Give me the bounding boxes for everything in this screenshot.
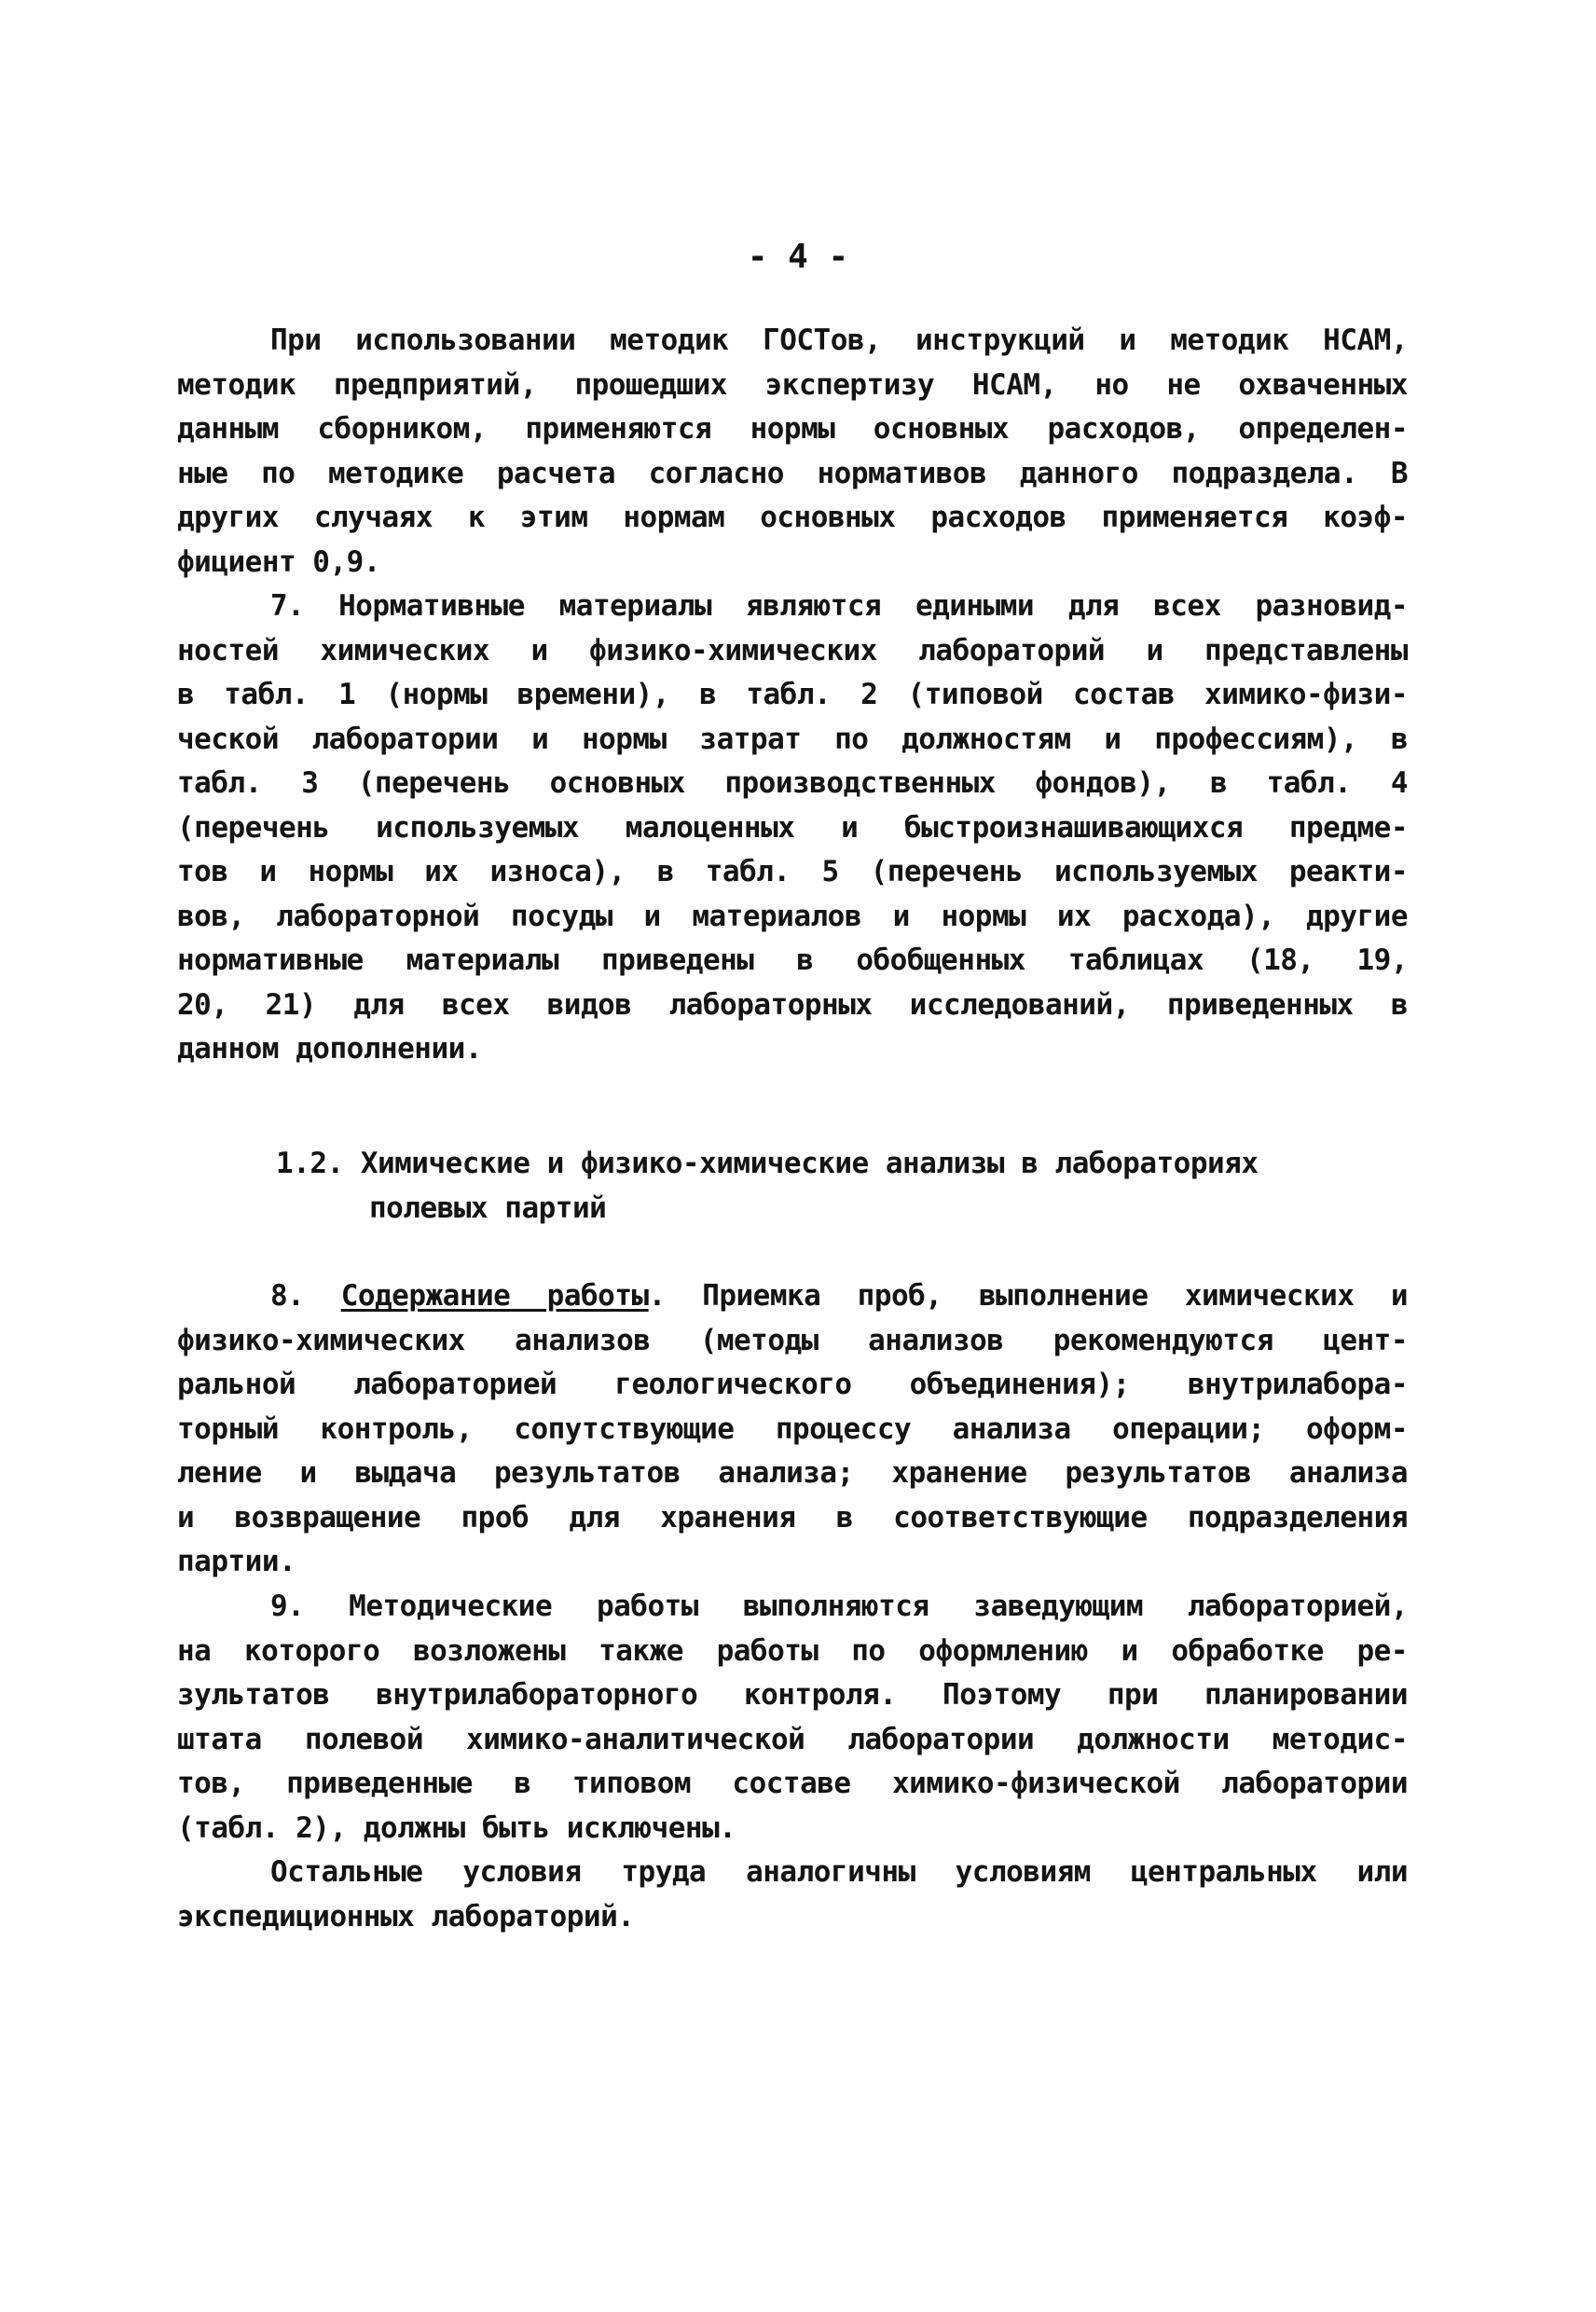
text-line: ческой лаборатории и нормы затрат по должностям и профессиям), в (177, 722, 1408, 756)
text-line: вов, лабораторной посуды и материалов и нормы их расхода), другие (177, 899, 1408, 933)
section-heading (276, 1142, 1395, 1231)
text-line (177, 1274, 1408, 1319)
text-line: ные по методике расчета согласно нормативов данного подраздела. В (177, 456, 1408, 490)
paragraph-title: Содержание работы (340, 1279, 649, 1313)
text-line: тов, приведенные в типовом составе химико-физической лаборатории (177, 1767, 1408, 1800)
paragraph-7 (177, 585, 1408, 1072)
text-line: торный контроль, сопутствующие процессу анализа операции; оформ- (177, 1411, 1408, 1446)
text-line: 7. Нормативные материалы являются едиными для всех разновид- (270, 589, 1408, 623)
text-line: зультатов внутрилабораторного контроля. Поэтому при планировании (177, 1678, 1408, 1712)
text-line: и возвращение проб для хранения в соответствующие подразделения (177, 1500, 1408, 1534)
text-line: ление и выдача результатов анализа; хранение результатов анализа (177, 1456, 1408, 1490)
text-line: физико-химических анализов (методы анализов рекомендуются цент- (177, 1323, 1408, 1357)
text-line: табл. 3 (перечень основных производственных фондов), в табл. 4 (177, 766, 1408, 800)
paragraph-text: . Приемка проб, выполнение химических и (648, 1279, 1408, 1313)
paragraph-intro (177, 319, 1408, 585)
text-line: нормативные материалы приведены в обобщенных таблицах (18, 19, (177, 943, 1408, 977)
text-line: ностей химических и физико-химических лабораторий и представлены (177, 633, 1408, 667)
text-line: 9. Методические работы выполняются заведующим лабораторией, (270, 1590, 1408, 1623)
page-number: - 4 - (747, 238, 849, 276)
section-heading-line: 1.2. Химические и физико-химические анализы в лабораториях (276, 1147, 1259, 1180)
paragraph-8 (177, 1274, 1408, 1585)
text-line: других случаях к этим нормам основных расходов применяется коэф- (177, 501, 1408, 534)
text-line: на которого возложены также работы по оформлению и обработке ре- (177, 1633, 1408, 1668)
text-line: тов и нормы их износа), в табл. 5 (перечень используемых реакти- (177, 855, 1408, 888)
text-line: фициент 0,9. (177, 544, 380, 579)
text-line: данном дополнении. (177, 1032, 482, 1066)
text-line: штата полевой химико-аналитической лаборатории должности методис- (177, 1722, 1408, 1756)
paragraph-number: 8. (270, 1279, 341, 1313)
text-line: (табл. 2), должны быть исключены. (177, 1810, 736, 1845)
section-heading-line: полевых партий (369, 1190, 607, 1225)
text-line: экспедиционных лабораторий. (177, 1899, 635, 1934)
text-line: (перечень используемых малоценных и быстроизнашивающихся предме- (177, 810, 1408, 845)
text-line: Остальные условия труда аналогичны условиям центральных или (270, 1855, 1408, 1889)
text-line: При использовании методик ГОСТов, инструкций и методик НСАМ, (270, 323, 1408, 357)
text-line: ральной лабораторией геологического объединения); внутрилабора- (177, 1368, 1408, 1401)
text-line: методик предприятий, прошедших экспертизу НСАМ, но не охваченных (177, 367, 1408, 402)
text-line: партии. (177, 1545, 296, 1578)
text-line: 20, 21) для всех видов лабораторных исследований, приведенных в (177, 987, 1408, 1022)
paragraph-9 (177, 1585, 1408, 1851)
paragraph-final (177, 1851, 1408, 1939)
text-line: данным сборником, применяются нормы основных расходов, определен- (177, 412, 1408, 446)
text-line: в табл. 1 (нормы времени), в табл. 2 (типовой состав химико-физи- (177, 678, 1408, 711)
